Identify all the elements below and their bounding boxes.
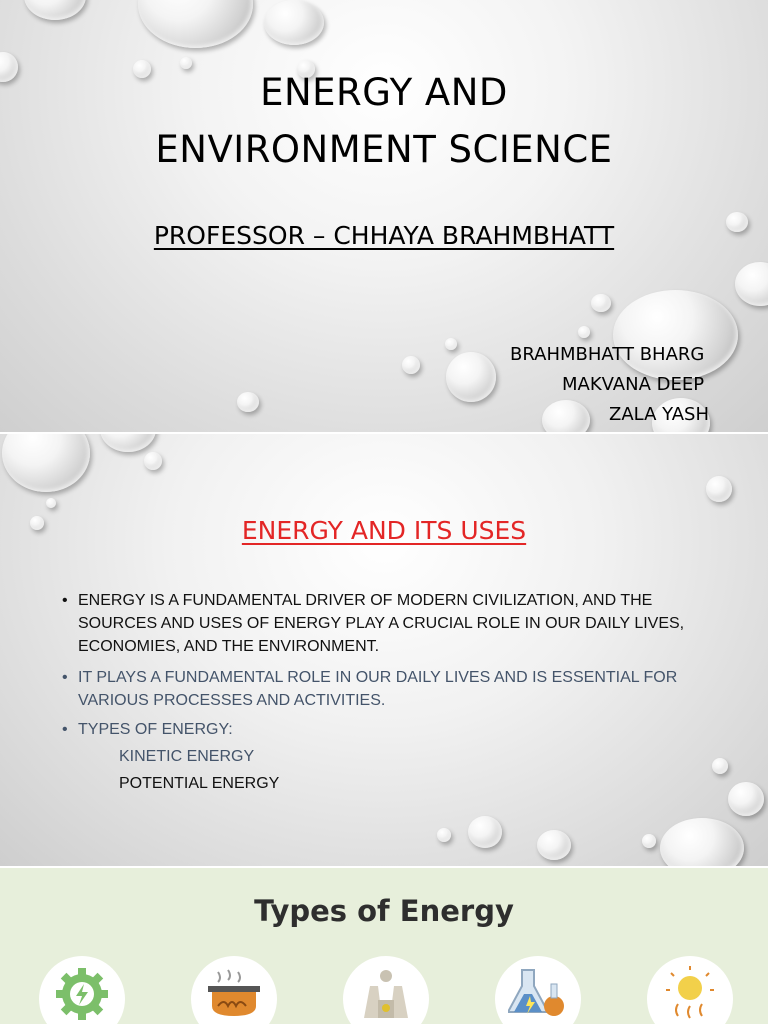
- water-drop: [578, 326, 590, 338]
- water-drop: [144, 452, 162, 470]
- student-name: MAKVANA DEEP: [562, 374, 705, 395]
- student-name: ZALA YASH: [609, 404, 709, 425]
- bullet-item: [62, 666, 702, 712]
- nuclear-plant-icon: [343, 956, 429, 1024]
- water-drop: [100, 434, 156, 452]
- water-drop: [591, 294, 611, 312]
- electricity-gear-icon: [39, 956, 125, 1024]
- professor-name: PROFESSOR – CHHAYA BRAHMBHATT: [153, 221, 615, 250]
- fire-cauldron-icon: [191, 956, 277, 1024]
- water-drop: [237, 392, 259, 412]
- water-drop: [2, 434, 90, 492]
- bullet-item: [62, 589, 702, 658]
- water-drop: [138, 0, 253, 48]
- water-drop: [537, 830, 571, 860]
- solar-sun-icon: [647, 956, 733, 1024]
- water-drop: [706, 476, 732, 502]
- slide-title-line-2: ENVIRONMENT SCIENCE: [155, 128, 613, 171]
- chemical-flask-icon: [495, 956, 581, 1024]
- water-drop: [264, 0, 324, 45]
- water-drop: [445, 338, 457, 350]
- water-drop: [468, 816, 502, 848]
- water-drop: [542, 400, 590, 432]
- bullet-text: IT PLAYS A FUNDAMENTAL ROLE IN OUR DAILY LIVES AND IS ESSENTIAL FOR VARIOUS PROCESSES AND ACTIVITIES.: [78, 669, 678, 709]
- water-drop: [642, 834, 656, 848]
- bullet-text: TYPES OF ENERGY:: [78, 721, 233, 738]
- water-drop: [24, 0, 86, 20]
- slide-heading: Types of Energy: [254, 894, 514, 928]
- water-drop: [712, 758, 728, 774]
- water-drop: [728, 782, 764, 816]
- types-of-energy-slide: [0, 868, 768, 1024]
- bullet-icon: •: [62, 592, 68, 609]
- energy-uses-slide: [0, 434, 768, 866]
- water-drop: [660, 818, 744, 866]
- bullet-text: ENERGY IS A FUNDAMENTAL DRIVER OF MODERN CIVILIZATION, AND THE SOURCES AND USES OF ENERGY PLAY A CRUCIAL ROLE IN OUR DAILY LIVES, ECONOMIES, AND THE ENVIRONMENT.: [78, 592, 685, 655]
- bullet-icon: •: [62, 721, 68, 738]
- student-name: BRAHMBHATT BHARG: [510, 344, 705, 365]
- sub-item-kinetic: KINETIC ENERGY: [119, 748, 255, 765]
- water-drop: [735, 262, 768, 306]
- title-slide: [0, 0, 768, 432]
- bullet-icon: •: [62, 669, 68, 686]
- sub-item-potential: POTENTIAL ENERGY: [119, 775, 280, 792]
- slide-heading: ENERGY AND ITS USES: [241, 516, 527, 545]
- slide-title-line-1: ENERGY AND: [260, 71, 508, 114]
- water-drop: [437, 828, 451, 842]
- bullet-item: [62, 718, 702, 741]
- water-drop: [46, 498, 56, 508]
- water-drop: [402, 356, 420, 374]
- water-drop: [446, 352, 496, 402]
